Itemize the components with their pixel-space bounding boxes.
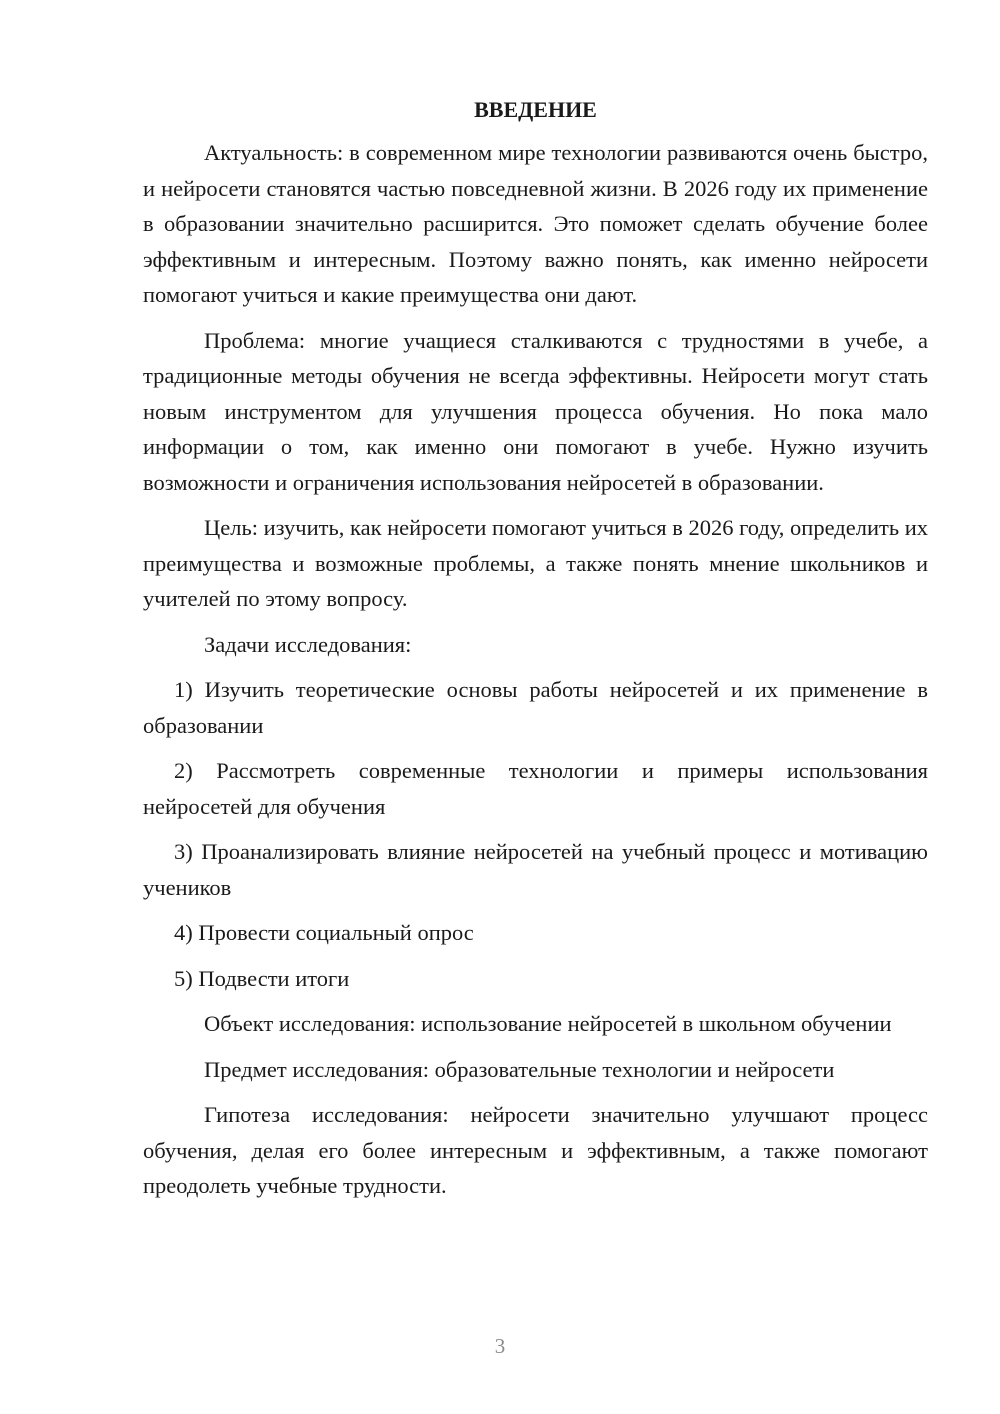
task-item-1: 1) Изучить теоретические основы работы нейросетей и их применение в образовании [143,677,928,738]
task-item-5: 5) Подвести итоги [174,965,350,991]
document-body [143,95,928,1214]
paragraph-hypothesis: Гипотеза исследования: нейросети значительно улучшают процесс обучения, делая его более интересным и эффективным, а также помогают преодолеть учебные трудности. [143,1102,928,1198]
paragraph-tasks-heading: Задачи исследования: [204,631,412,657]
paragraph-object: Объект исследования: использование нейросетей в школьном обучении [204,1011,892,1036]
paragraph-relevance: Актуальность: в современном мире технологии развиваются очень быстро, и нейросети становятся частью повседневной жизни. В 2026 году их применение в образовании значительно расширится. Это поможет сделать обучение более эффективным и интересным. Поэтому важно понять, как именно нейросети помогают учиться и какие преимущества они дают. [143,140,928,307]
paragraph-subject: Предмет исследования: образовательные технологии и нейросети [204,1056,835,1082]
task-item-2: 2) Рассмотреть современные технологии и примеры использования нейросетей для обучения [143,758,928,819]
page-title: ВВЕДЕНИЕ [474,97,597,122]
paragraph-problem: Проблема: многие учащиеся сталкиваются с трудностями в учебе, а традиционные методы обучения не всегда эффективны. Нейросети могут стать новым инструментом для улучшения процесса обучения. Но пока мало информации о том, как именно они помогают в учебе. Нужно изучить возможности и ограничения использования нейросетей в образовании. [143,327,928,495]
paragraph-goal: Цель: изучить, как нейросети помогают учиться в 2026 году, определить их преимущества и возможные проблемы, а также понять мнение школьников и учителей по этому вопросу. [143,515,928,611]
task-item-4: 4) Провести социальный опрос [174,920,474,945]
task-item-3: 3) Проанализировать влияние нейросетей на учебный процесс и мотивацию учеников [143,839,928,900]
page-number: 3 [494,1334,506,1358]
